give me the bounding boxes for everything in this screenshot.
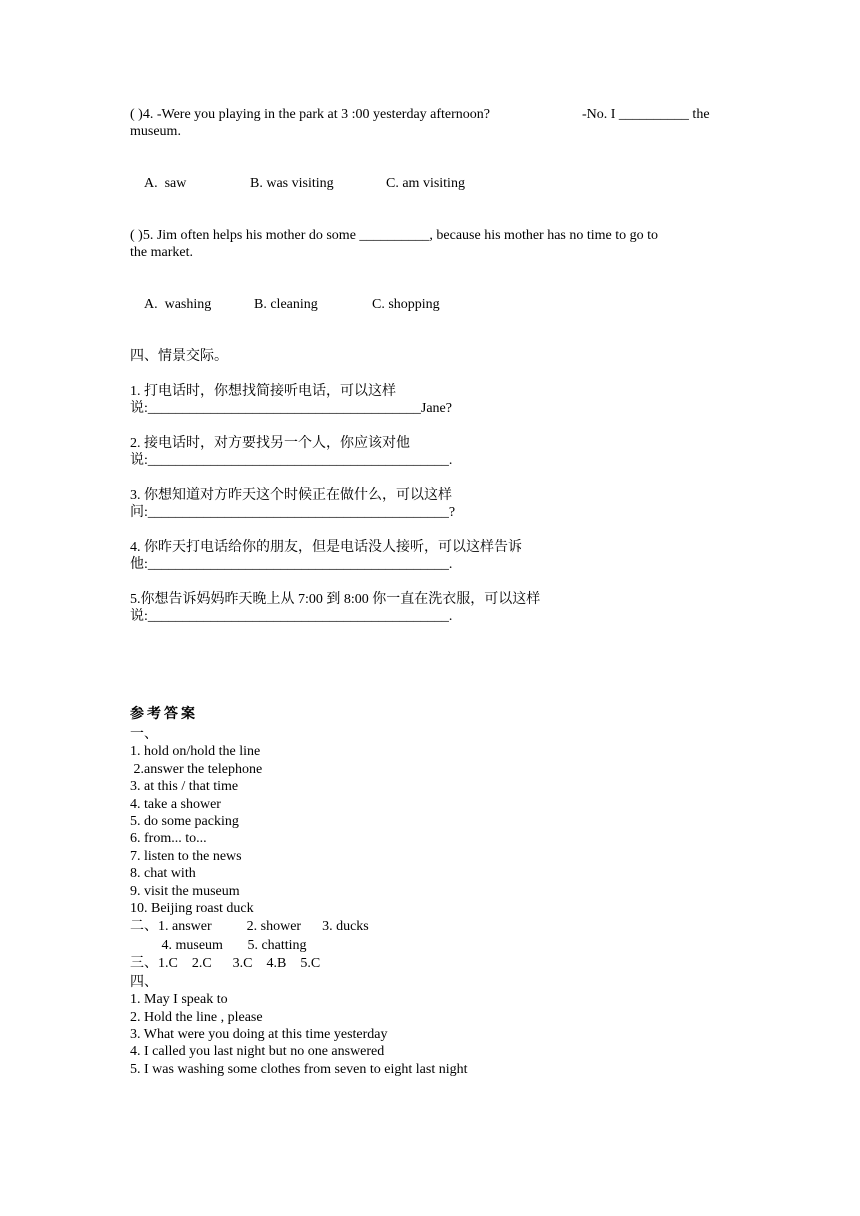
answer-line: 8. chat with (130, 866, 196, 882)
answer-key-title: 参考答案 (130, 706, 198, 722)
answer-line: 9. visit the museum (130, 883, 240, 899)
item-prompt: 4. 你昨天打电话给你的朋友，但是电话没人接听，可以这样告诉 (130, 540, 522, 555)
answer-line: 1. May I speak to (130, 992, 228, 1008)
item-answer-line: 他:___________________________________________. (130, 557, 453, 572)
answer-line: 3. What were you doing at this time yesterday (130, 1026, 388, 1042)
section-4-item-3 (130, 487, 730, 521)
item-prompt: 3. 你想知道对方昨天这个时候正在做什么，可以这样 (130, 488, 452, 503)
answer-line: 3. at this / that time (130, 779, 239, 795)
exercise-page (130, 106, 730, 643)
answer-line: 三、1.C 2.C 3.C 4.B 5.C (130, 956, 321, 972)
question-5-options (130, 279, 730, 330)
answer-line: 4. I called you last night but no one answered (130, 1044, 385, 1060)
question-4-stem-part2: -No. I __________ the (582, 107, 710, 122)
item-answer-line: 说:___________________________________________. (130, 609, 453, 624)
answer-line: 5. do some packing (130, 814, 239, 830)
question-4-stem-part1: ( )4. -Were you playing in the park at 3 :00 yesterday afternoon? (130, 107, 491, 122)
option-b: B. cleaning (254, 297, 318, 312)
section-4-title: 四、情景交际。 (130, 349, 228, 364)
answer-line: 四、 (130, 974, 158, 990)
option-a: A. saw (144, 176, 187, 191)
option-a: A. washing (144, 297, 212, 312)
question-4-stem (130, 106, 730, 123)
section-4-item-1 (130, 383, 730, 417)
answer-line: 二、1. answer 2. shower 3. ducks (130, 919, 369, 935)
question-5 (130, 227, 730, 261)
answer-line: 4. take a shower (130, 796, 221, 812)
question-4 (130, 106, 730, 140)
option-c: C. am visiting (386, 176, 465, 191)
answer-key (130, 706, 730, 1078)
item-answer-line: 说:___________________________________________. (130, 453, 453, 468)
answer-line: 10. Beijing roast duck (130, 901, 254, 917)
answer-line: 一、 (130, 727, 158, 742)
question-5-stem: ( )5. Jim often helps his mother do some __________, because his mother has no time to go to (130, 228, 659, 243)
question-4-stem-cont: museum. (130, 124, 181, 139)
answer-line: 6. from... to... (130, 831, 207, 847)
answer-line: 5. I was washing some clothes from seven to eight last night (130, 1061, 468, 1077)
answer-line: 4. museum 5. chatting (130, 937, 307, 953)
section-4-item-4 (130, 539, 730, 573)
item-prompt: 1. 打电话时，你想找简接听电话，可以这样 (130, 384, 396, 399)
question-4-options (130, 158, 730, 209)
section-4-item-5 (130, 591, 730, 625)
item-answer-line: 说:_______________________________________Jane? (130, 401, 452, 416)
section-4-item-2 (130, 435, 730, 469)
answer-line: 2. Hold the line , please (130, 1009, 263, 1025)
item-prompt: 2. 接电话时，对方要找另一个人，你应该对他 (130, 436, 410, 451)
answer-line: 2.answer the telephone (130, 761, 263, 777)
item-answer-line: 问:___________________________________________? (130, 505, 456, 520)
question-5-stem-cont: the market. (130, 245, 193, 260)
item-prompt: 5.你想告诉妈妈昨天晚上从 7:00 到 8:00 你一直在洗衣服，可以这样 (130, 592, 541, 607)
option-b: B. was visiting (250, 176, 334, 191)
answer-line: 7. listen to the news (130, 848, 242, 864)
answer-line: 1. hold on/hold the line (130, 744, 261, 760)
option-c: C. shopping (372, 297, 440, 312)
